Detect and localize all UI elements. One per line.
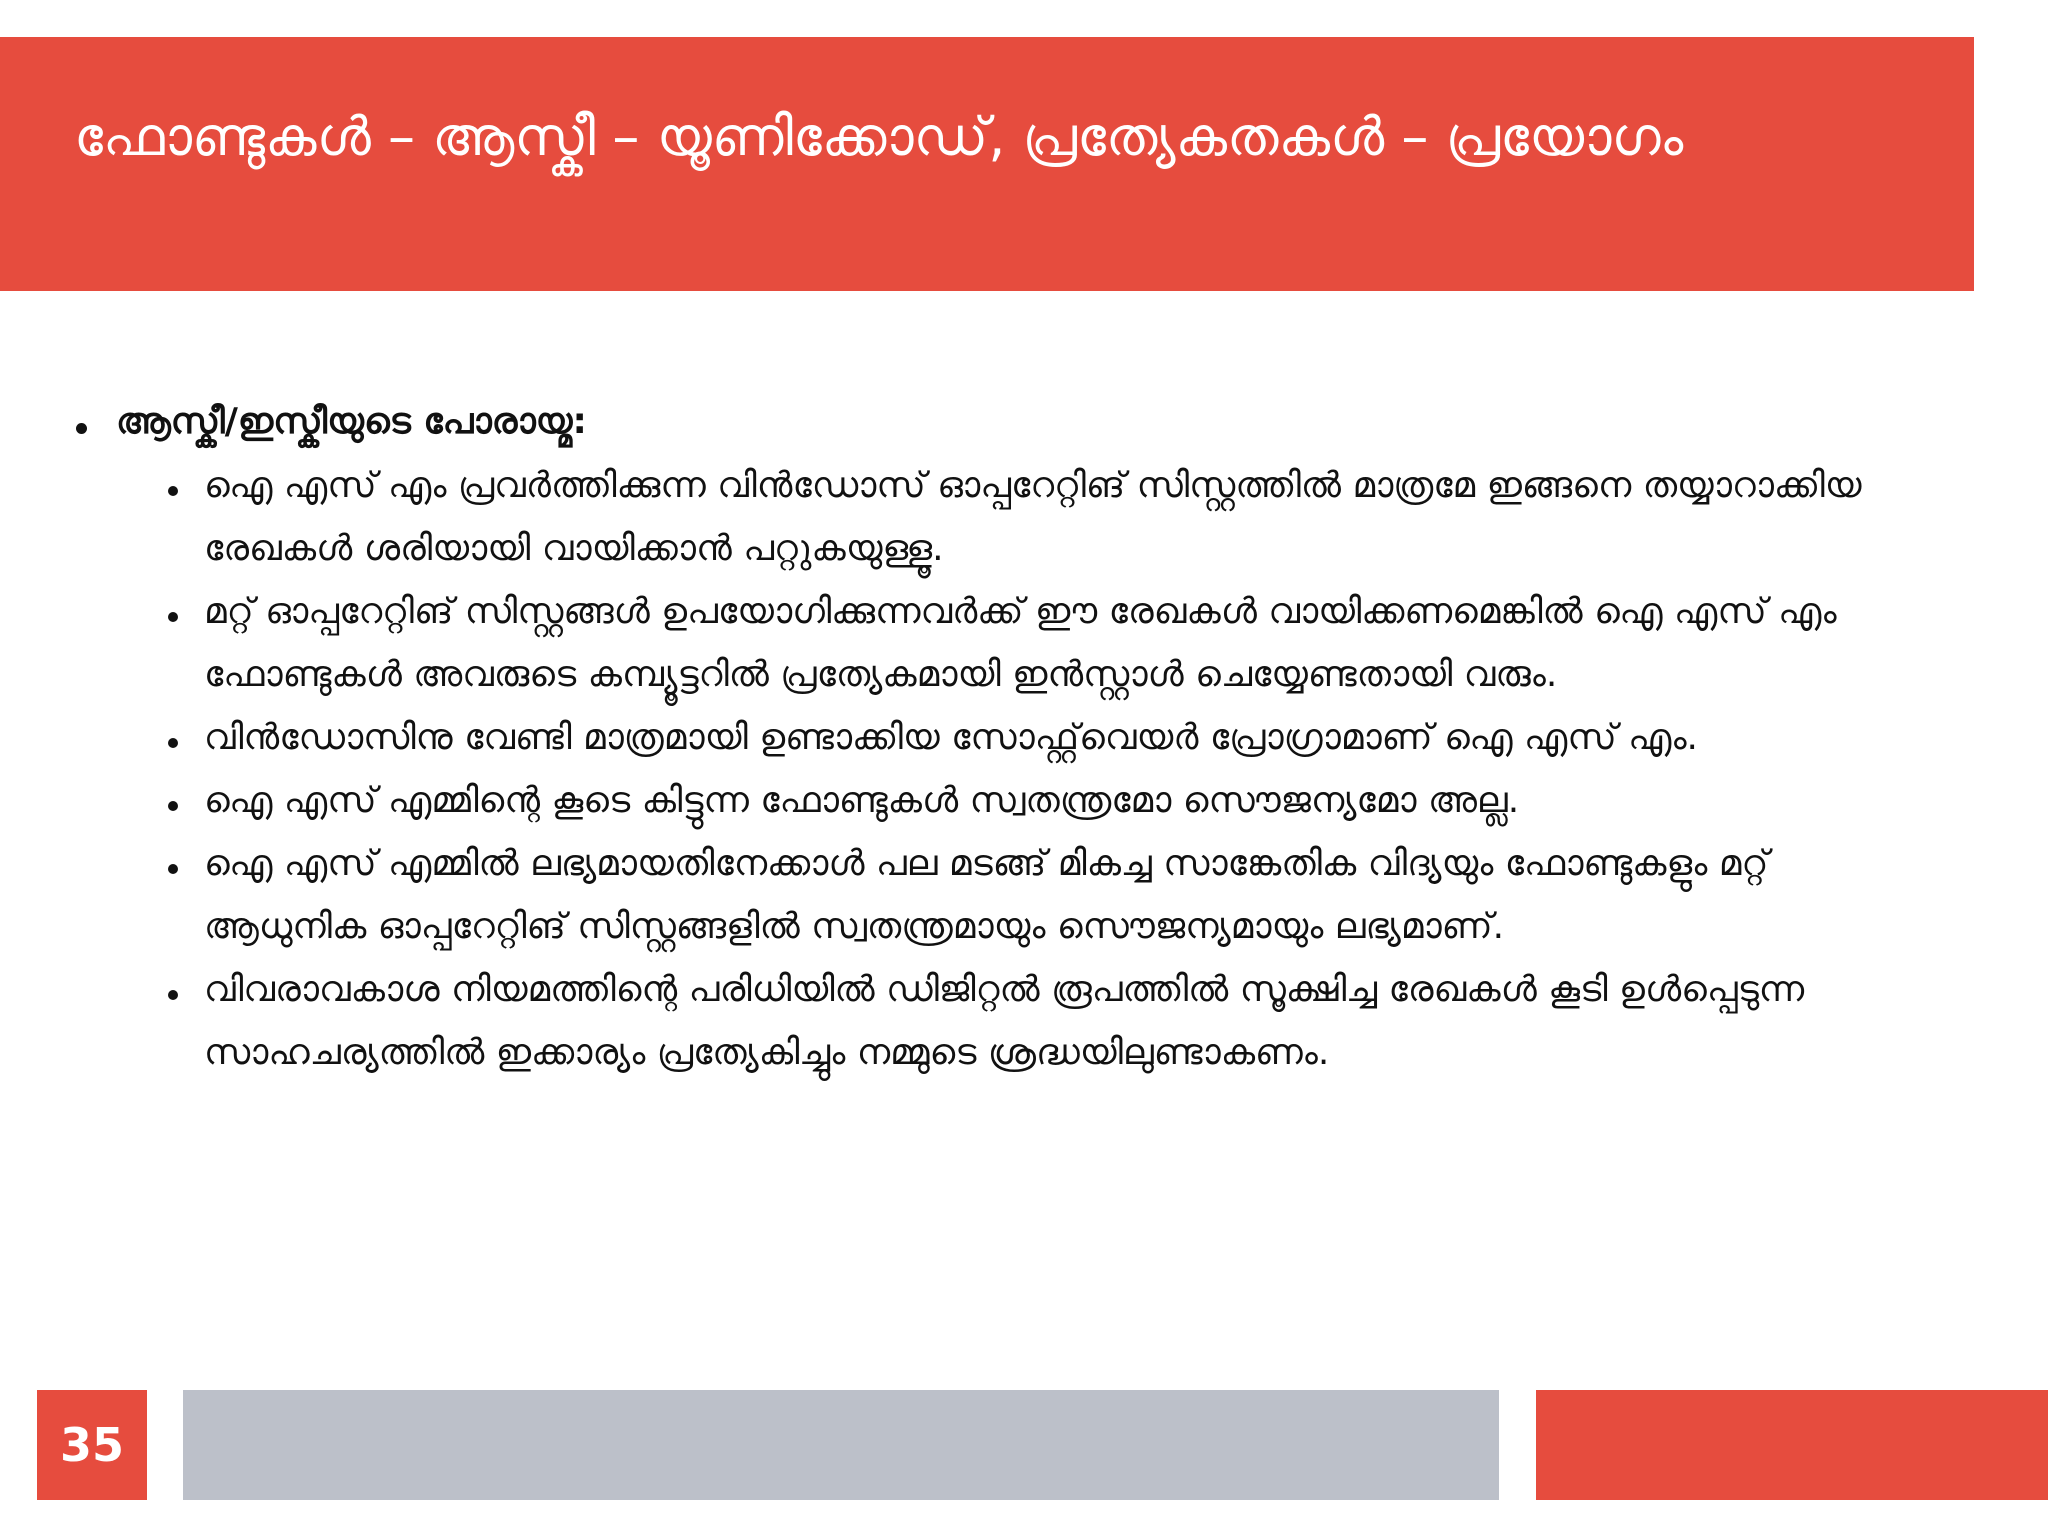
- sub-bullet-list: [68, 454, 1968, 1084]
- title-bar: [0, 37, 1974, 291]
- sub-bullet-item: ഐ എസ് എം പ്രവർത്തിക്കുന്ന വിൻഡോസ് ഓപ്പറേറ്റിങ് സിസ്റ്റത്തിൽ മാത്രമേ ഇങ്ങനെ തയ്യാറാക്കിയ രേഖകൾ ശരിയായി വായിക്കാൻ പറ്റുകയുള്ളൂ.: [204, 454, 1968, 580]
- sub-bullet-item: ഐ എസ് എമ്മിൽ ലഭ്യമായതിനേക്കാൾ പല മടങ്ങ് മികച്ച സാങ്കേതിക വിദ്യയും ഫോണ്ടുകളും മറ്റ് ആധുനിക ഓപ്പറേറ്റിങ് സിസ്റ്റങ്ങളിൽ സ്വതന്ത്രമായും സൌജന്യമായും ലഭ്യമാണ്.: [204, 832, 1968, 958]
- sub-bullet-item: മറ്റ് ഓപ്പറേറ്റിങ് സിസ്റ്റങ്ങൾ ഉപയോഗിക്കുന്നവർക്ക് ഈ രേഖകൾ വായിക്കണമെങ്കിൽ ഐ എസ് എം ഫോണ്ടുകൾ അവരുടെ കമ്പ്യൂട്ടറിൽ പ്രത്യേകമായി ഇൻസ്റ്റാൾ ചെയ്യേണ്ടതായി വരും.: [204, 580, 1968, 706]
- slide-content: [68, 390, 1968, 1084]
- sub-bullet-item: ഐ എസ് എമ്മിന്റെ കൂടെ കിട്ടുന്ന ഫോണ്ടുകൾ സ്വതന്ത്രമോ സൌജന്യമോ അല്ല.: [204, 769, 1968, 832]
- page-number: 35: [59, 1418, 124, 1472]
- footer-red-bar: [1536, 1390, 2048, 1500]
- sub-bullet-item: വിവരാവകാശ നിയമത്തിന്റെ പരിധിയിൽ ഡിജിറ്റൽ രൂപത്തിൽ സൂക്ഷിച്ച രേഖകൾ കൂടി ഉൾപ്പെടുന്ന സാഹചര്യത്തിൽ ഇക്കാര്യം പ്രത്യേകിച്ചും നമ്മുടെ ശ്രദ്ധയിലുണ്ടാകണം.: [204, 958, 1968, 1084]
- sub-bullet-item: വിൻഡോസിനു വേണ്ടി മാത്രമായി ഉണ്ടാക്കിയ സോഫ്റ്റ്‌വെയർ പ്രോഗ്രാമാണ് ഐ എസ് എം.: [204, 706, 1968, 769]
- footer-gray-bar: [183, 1390, 1499, 1500]
- slide-title: ഫോണ്ടുകൾ – ആസ്കീ – യൂണിക്കോഡ്, പ്രത്യേകതകൾ – പ്രയോഗം: [74, 105, 1684, 168]
- main-bullet-heading: ആസ്കീ/ഇസ്കീയുടെ പോരായ്മ:: [68, 390, 1968, 454]
- page-number-box: [37, 1390, 147, 1500]
